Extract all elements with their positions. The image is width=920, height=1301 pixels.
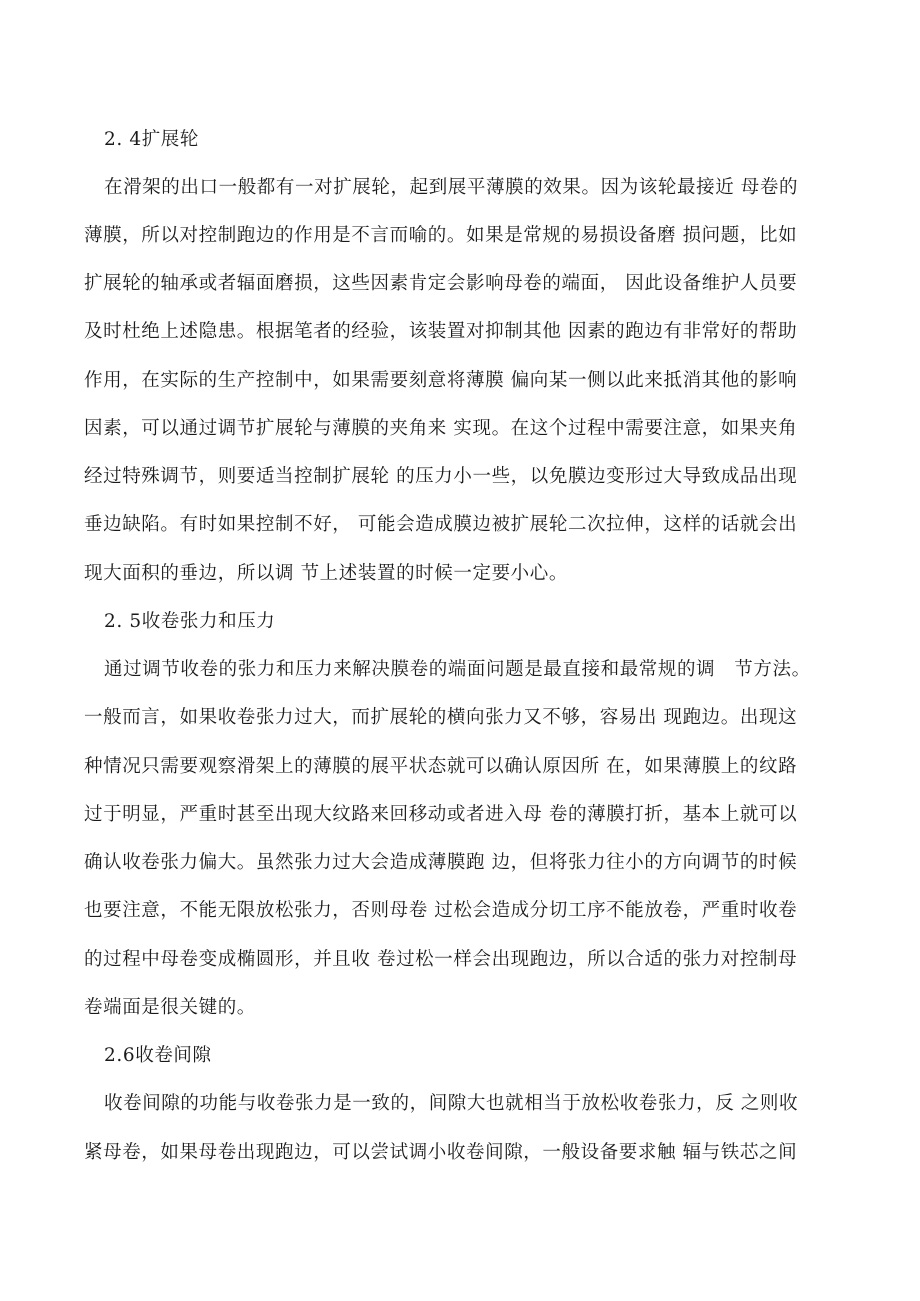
paragraph-line: 通过调节收卷的张力和压力来解决膜卷的端面问题是最直接和最常规的调 节方法。 <box>104 659 811 680</box>
paragraph-line: 及时杜绝上述隐患。根据笔者的经验，该装置对抑制其他 因素的跑边有非常好的帮助 <box>84 321 798 342</box>
paragraph-line: 收卷间隙的功能与收卷张力是一致的，间隙大也就相当于放松收卷张力，反 之则收 <box>104 1093 799 1114</box>
paragraph-line: 现大面积的垂边，所以调 节上述装置的时候一定要小心。 <box>84 563 568 584</box>
section-heading-2-4: 2. 4扩展轮 <box>104 129 200 150</box>
paragraph-line: 也要注意，不能无限放松张力，否则母卷 过松会造成分切工序不能放卷，严重时收卷 <box>84 900 798 921</box>
paragraph-line: 确认收卷张力偏大。虽然张力过大会造成薄膜跑 边，但将张力往小的方向调节的时候 <box>84 852 798 873</box>
paragraph-line: 紧母卷，如果母卷出现跑边，可以尝试调小收卷间隙，一般设备要求触 辐与铁芯之间 <box>84 1142 798 1163</box>
paragraph-line: 过于明显，严重时甚至出现大纹路来回移动或者进入母 卷的薄膜打折，基本上就可以 <box>84 804 798 825</box>
paragraph-line: 垂边缺陷。有时如果控制不好， 可能会造成膜边被扩展轮二次拉伸，这样的话就会出 <box>84 514 798 535</box>
paragraph-line: 因素，可以通过调节扩展轮与薄膜的夹角来 实现。在这个过程中需要注意，如果夹角 <box>84 418 798 439</box>
section-heading-2-5: 2. 5收卷张力和压力 <box>104 611 276 632</box>
paragraph-line: 的过程中母卷变成椭圆形，并且收 卷过松一样会出现跑边，所以合适的张力对控制母 <box>84 949 798 970</box>
paragraph-line: 薄膜，所以对控制跑边的作用是不言而喻的。如果是常规的易损设备磨 损问题，比如 <box>84 225 798 246</box>
paragraph-line: 作用，在实际的生产控制中，如果需要刻意将薄膜 偏向某一侧以此来抵消其他的影响 <box>84 370 798 391</box>
paragraph-line: 卷端面是很关键的。 <box>84 997 256 1018</box>
section-heading-2-6: 2.6收卷间隙 <box>104 1045 212 1066</box>
paragraph-line: 在滑架的出口一般都有一对扩展轮，起到展平薄膜的效果。因为该轮最接近 母卷的 <box>104 177 799 198</box>
paragraph-line: 扩展轮的轴承或者辐面磨损，这些因素肯定会影响母卷的端面， 因此设备维护人员要 <box>84 273 798 294</box>
paragraph-line: 种情况只需要观察滑架上的薄膜的展平状态就可以确认原因所 在，如果薄膜上的纹路 <box>84 756 798 777</box>
paragraph-line: 经过特殊调节，则要适当控制扩展轮 的压力小一些，以免膜边变形过大导致成品出现 <box>84 466 798 487</box>
paragraph-line: 一般而言，如果收卷张力过大，而扩展轮的横向张力又不够，容易出 现跑边。出现这 <box>84 707 798 728</box>
